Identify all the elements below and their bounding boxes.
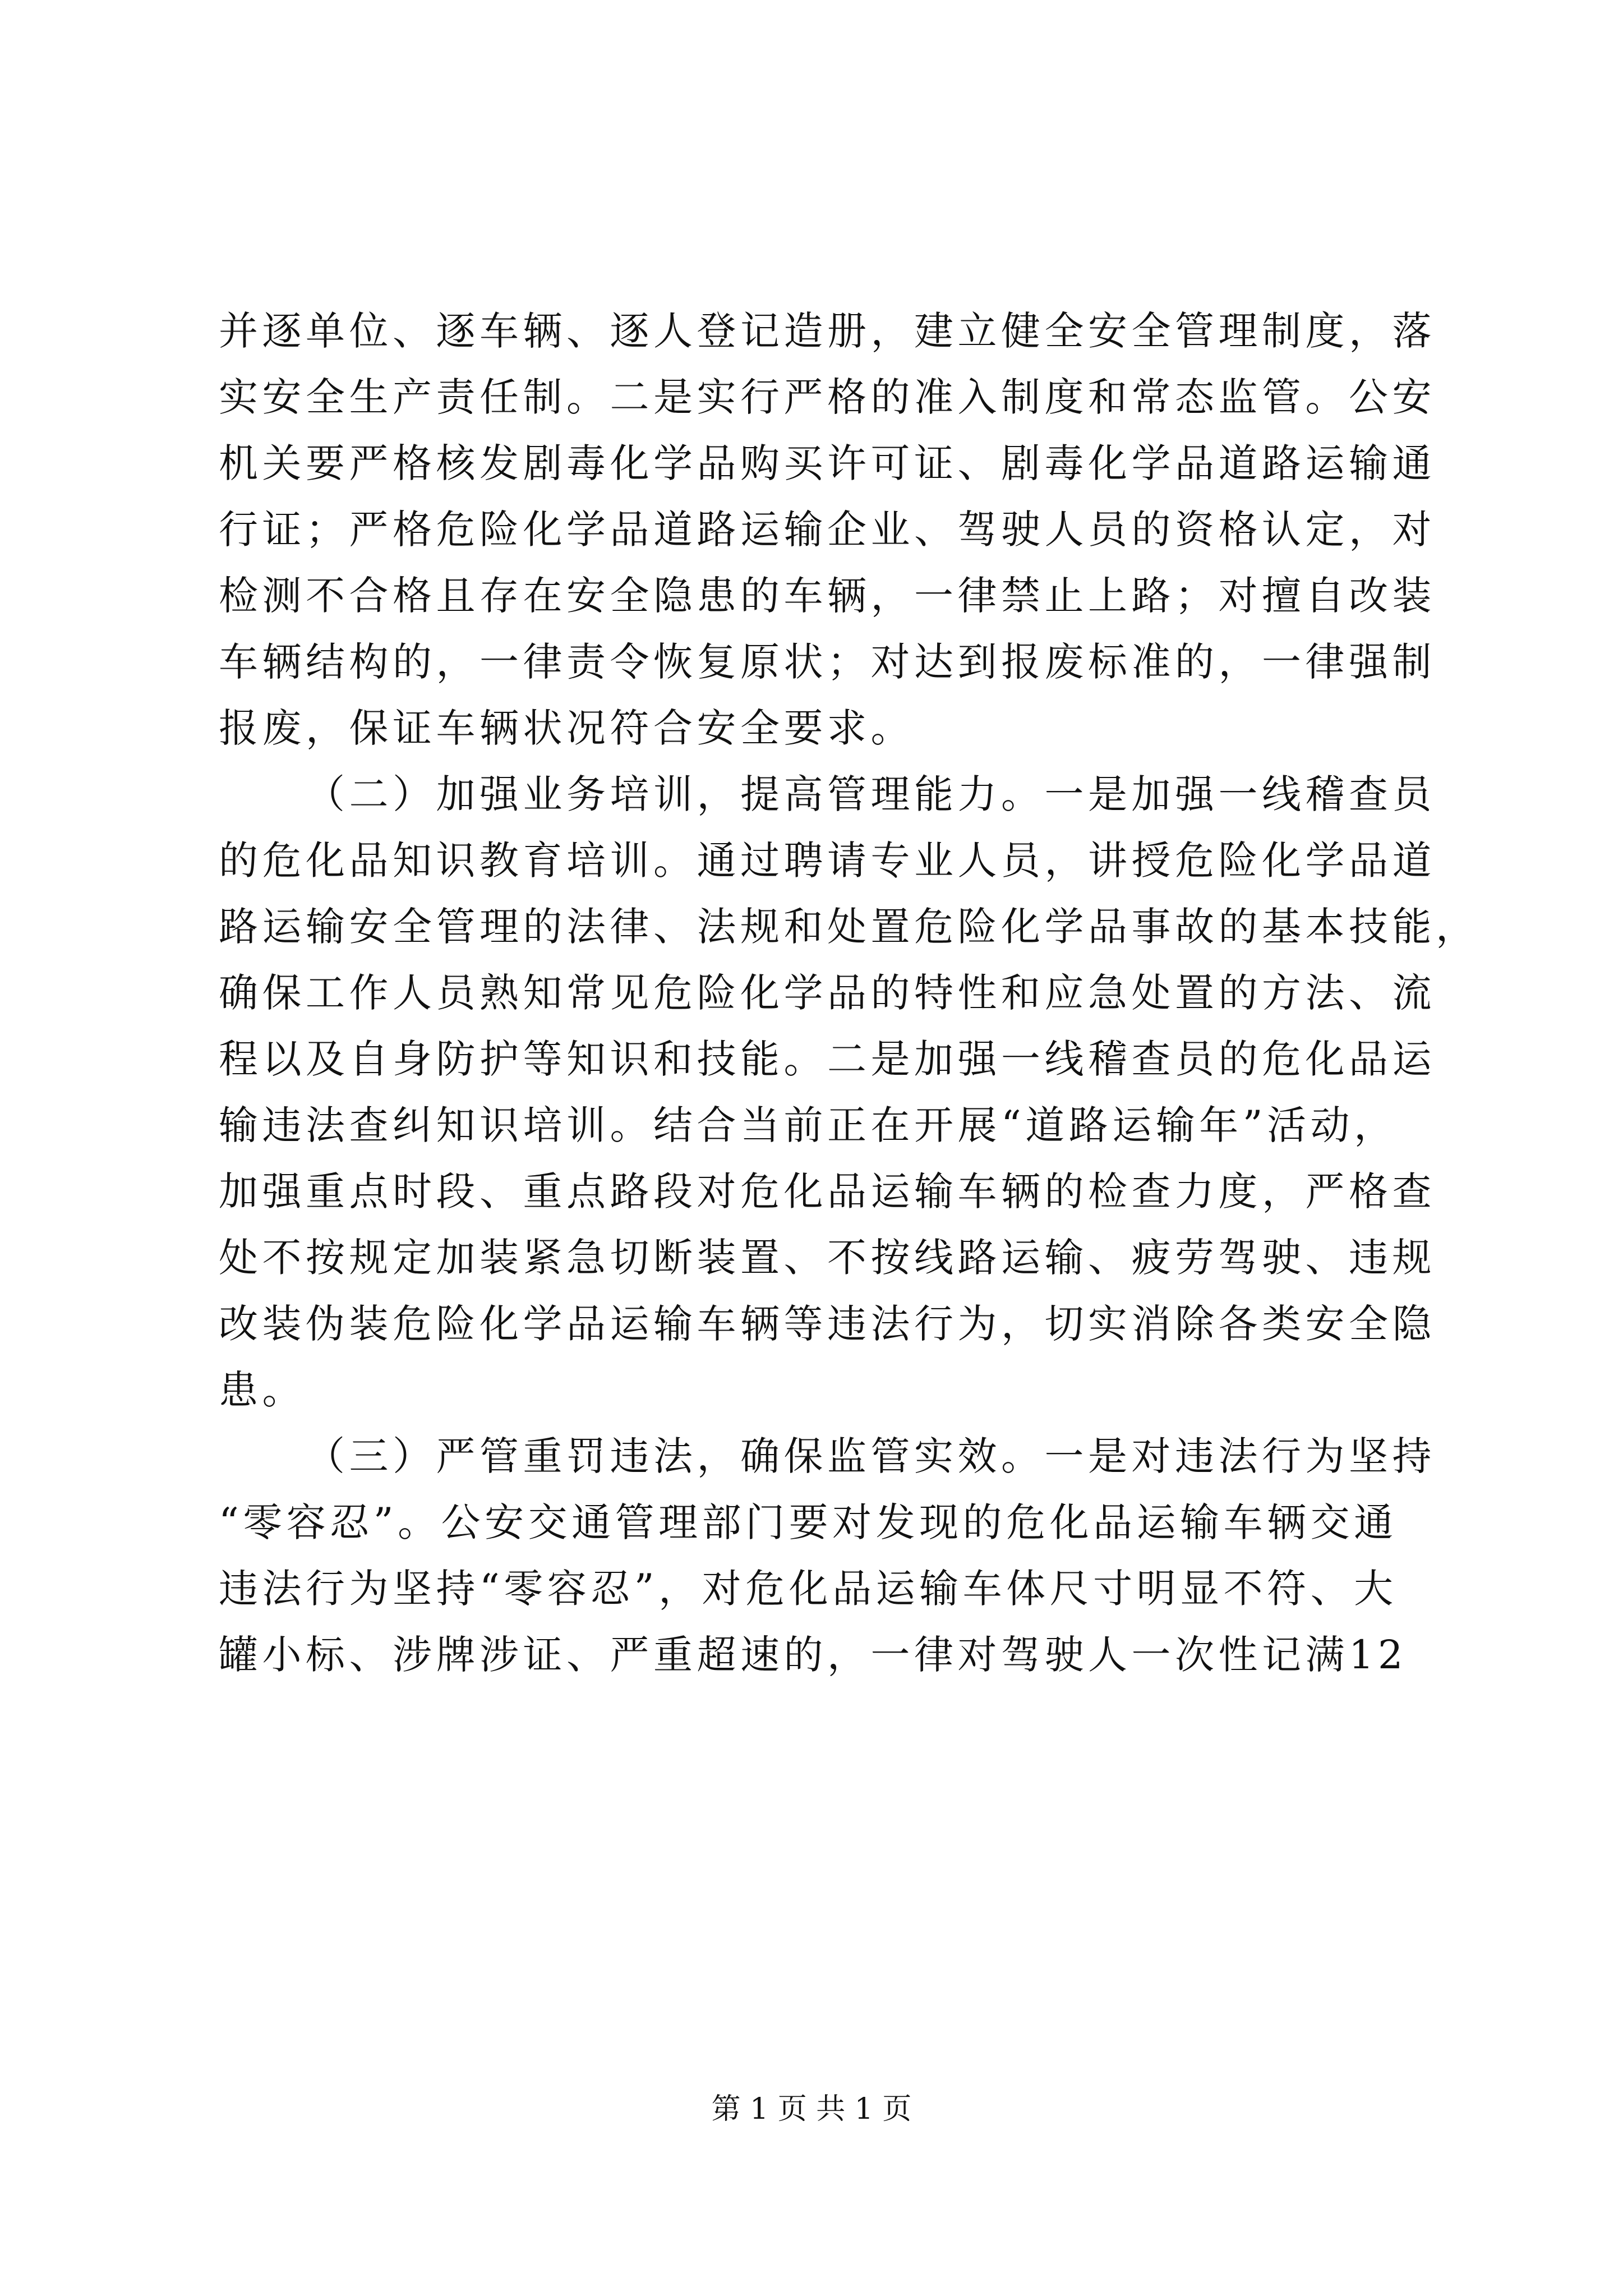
page-number-footer: 第 1 页 共 1 页 (711, 2092, 912, 2126)
text-line: 并逐单位、逐车辆、逐人登记造册，建立健全安全管理制度，落 (219, 308, 1436, 354)
text-line: 车辆结构的，一律责令恢复原状；对达到报废标准的，一律强制 (219, 639, 1436, 685)
text-line: 处不按规定加装紧急切断装置、不按线路运输、疲劳驾驶、违规 (219, 1235, 1436, 1281)
text-line: 加强重点时段、重点路段对危化品运输车辆的检查力度，严格查 (219, 1168, 1436, 1214)
text-line: 路运输安全管理的法律、法规和处置危险化学品事故的基本技能， (219, 904, 1479, 950)
text-line: 的危化品知识教育培训。通过聘请专业人员，讲授危险化学品道 (219, 838, 1436, 884)
text-line: 罐小标、涉牌涉证、严重超速的，一律对驾驶人一次性记满12 (219, 1632, 1408, 1678)
paragraph-heading: （三）严管重罚违法，确保监管实效。一是对违法行为坚持 (306, 1433, 1436, 1479)
text-line: 违法行为坚持“零容忍”，对危化品运输车体尺寸明显不符、大 (219, 1566, 1398, 1612)
text-line: 报废，保证车辆状况符合安全要求。 (219, 705, 914, 751)
text-line: “零容忍”。公安交通管理部门要对发现的危化品运输车辆交通 (219, 1499, 1398, 1545)
text-line: 确保工作人员熟知常见危险化学品的特性和应急处置的方法、流 (219, 970, 1436, 1016)
text-line: 机关要严格核发剧毒化学品购买许可证、剧毒化学品道路运输通 (219, 440, 1436, 486)
text-line: 行证；严格危险化学品道路运输企业、驾驶人员的资格认定，对 (219, 507, 1436, 553)
text-line: 程以及自身防护等知识和技能。二是加强一线稽查员的危化品运 (219, 1036, 1436, 1082)
text-line: 改装伪装危险化学品运输车辆等违法行为，切实消除各类安全隐 (219, 1301, 1436, 1347)
text-line: 输违法查纠知识培训。结合当前正在开展“道路运输年”活动， (219, 1102, 1398, 1148)
text-line: 实安全生产责任制。二是实行严格的准入制度和常态监管。公安 (219, 374, 1436, 420)
paragraph-heading: （二）加强业务培训，提高管理能力。一是加强一线稽查员 (306, 771, 1436, 817)
text-line: 检测不合格且存在安全隐患的车辆，一律禁止上路；对擅自改装 (219, 573, 1436, 619)
text-line: 患。 (219, 1367, 306, 1413)
